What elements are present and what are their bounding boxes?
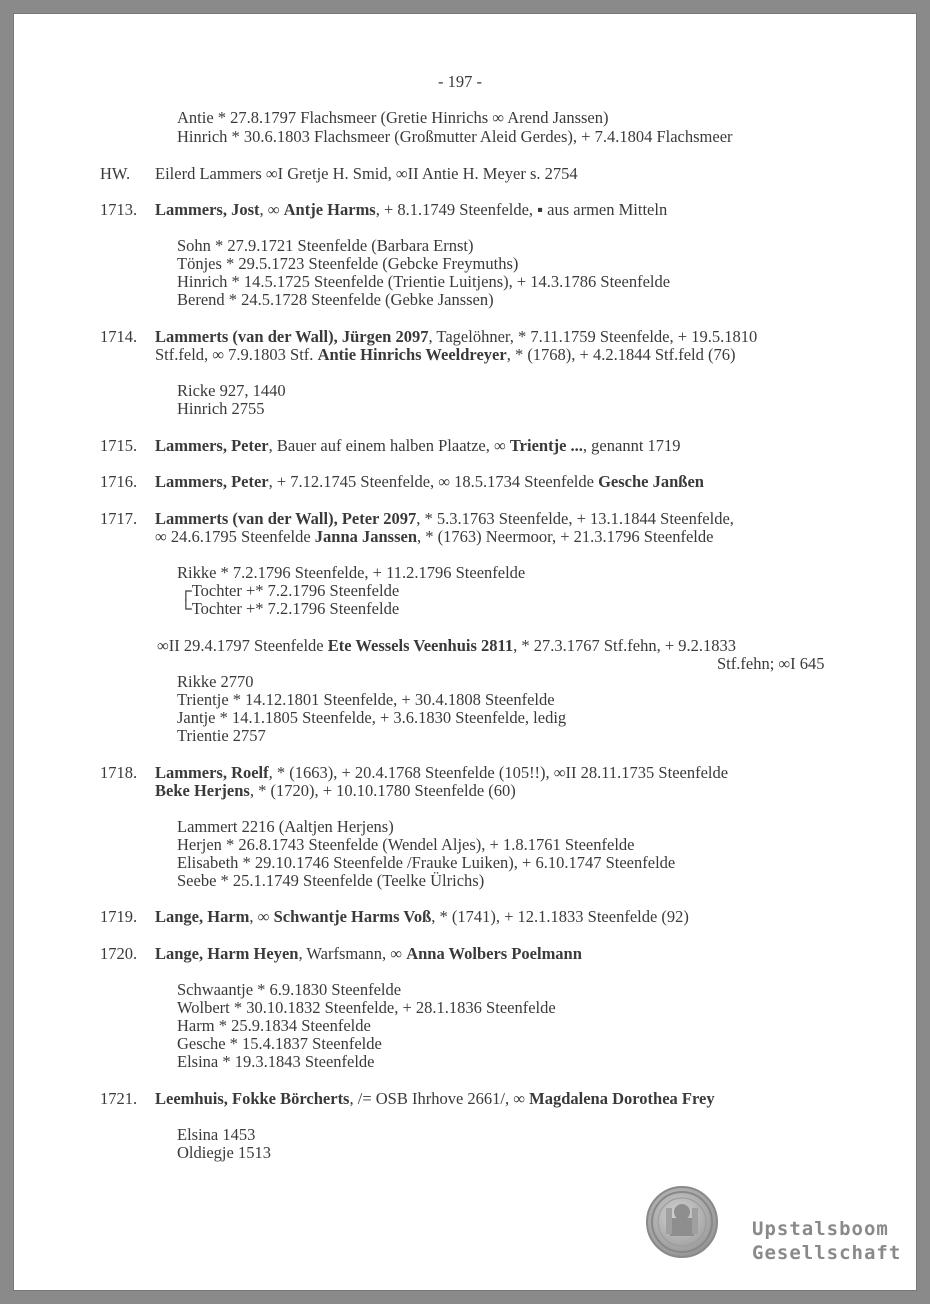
entry-detail: , /= OSB Ihrhove 2661/, ∞ — [349, 1089, 530, 1108]
entry-detail: , * (1663), + 20.4.1768 Steenfelde (105!!), ∞II 28.11.1735 Steenfelde — [268, 763, 729, 782]
person-name: Lammers, Jost — [155, 200, 260, 219]
entry-number: HW. — [100, 164, 131, 183]
entry-number: 1715. — [100, 436, 138, 455]
spouse-name: Anna Wolbers Poelmann — [406, 944, 582, 963]
child-line: Rikke * 7.2.1796 Steenfelde, + 11.2.1796 Steenfelde — [177, 563, 526, 582]
entry-detail: , Warfsmann, ∞ — [298, 944, 407, 963]
entry-text: Eilerd Lammers ∞I Gretje H. Smid, ∞II Antie H. Meyer s. 2754 — [155, 164, 578, 183]
entry-detail: , ∞ — [259, 200, 284, 219]
entry-number: 1713. — [100, 200, 138, 219]
entry-text — [155, 908, 689, 926]
entry-text — [155, 764, 728, 782]
entry-text — [155, 437, 681, 455]
child-line: Elisabeth * 29.10.1746 Steenfelde /Frauke Luiken), + 6.10.1747 Steenfelde — [177, 853, 676, 872]
logo-text-line1: Upstalsboom — [752, 1218, 889, 1240]
entry-detail: , + 8.1.1749 Steenfelde, ▪ aus armen Mitteln — [375, 200, 668, 219]
child-line: Gesche * 15.4.1837 Steenfelde — [177, 1034, 382, 1053]
entry-detail: , * (1720), + 10.10.1780 Steenfelde (60) — [249, 781, 516, 800]
entry-detail: , * (1763) Neermoor, + 21.3.1796 Steenfelde — [417, 527, 714, 546]
child-line: Berend * 24.5.1728 Steenfelde (Gebke Janssen) — [177, 290, 494, 309]
child-line: Hinrich * 30.6.1803 Flachsmeer (Großmutter Aleid Gerdes), + 7.4.1804 Flachsmeer — [177, 127, 733, 146]
entry-text — [155, 201, 667, 219]
marriage-line — [157, 637, 736, 655]
marriage-line: Stf.fehn; ∞I 645 — [717, 654, 825, 673]
entry-detail: Stf.feld, ∞ 7.9.1803 Stf. — [155, 345, 318, 364]
child-line: ┌Tochter +* 7.2.1796 Steenfelde — [180, 581, 400, 600]
person-name: Lange, Harm — [155, 907, 250, 926]
entry-detail: , * (1768), + 4.2.1844 Stf.feld (76) — [506, 345, 736, 364]
spouse-name: Schwantje Harms Voß — [273, 907, 432, 926]
child-line: Seebe * 25.1.1749 Steenfelde (Teelke Ülrichs) — [177, 871, 485, 890]
child-line: Ricke 927, 1440 — [177, 381, 286, 400]
entry-number: 1717. — [100, 509, 138, 528]
child-line: Lammert 2216 (Aaltjen Herjens) — [177, 817, 394, 836]
entry-detail: , ∞ — [249, 907, 274, 926]
entry-number: 1718. — [100, 763, 138, 782]
person-name: Lammers, Peter — [155, 472, 269, 491]
entry-text — [155, 473, 704, 491]
entry-detail: , * 27.3.1767 Stf.fehn, + 9.2.1833 — [513, 636, 737, 655]
child-line: Herjen * 26.8.1743 Steenfelde (Wendel Aljes), + 1.8.1761 Steenfelde — [177, 835, 635, 854]
entry-text — [155, 346, 736, 364]
entry-text — [155, 945, 582, 963]
child-line: Elsina 1453 — [177, 1125, 256, 1144]
person-name: Lammerts (van der Wall), Jürgen 2097 — [155, 327, 429, 346]
entry-text — [155, 528, 713, 546]
entry-detail: , Tagelöhner, * 7.11.1759 Steenfelde, + 19.5.1810 — [428, 327, 758, 346]
spouse-name: Antie Hinrichs Weeldreyer — [317, 345, 507, 364]
entry-number: 1719. — [100, 907, 138, 926]
spouse-name: Trientje ... — [509, 436, 583, 455]
child-line: Hinrich 2755 — [177, 399, 265, 418]
child-line: Schwaantje * 6.9.1830 Steenfelde — [177, 980, 402, 999]
spouse-name: Antje Harms — [283, 200, 376, 219]
person-name: Leemhuis, Fokke Börcherts — [155, 1089, 350, 1108]
entry-detail: , * 5.3.1763 Steenfelde, + 13.1.1844 Steenfelde, — [416, 509, 734, 528]
spouse-name: Janna Janssen — [314, 527, 418, 546]
child-line: Wolbert * 30.10.1832 Steenfelde, + 28.1.1836 Steenfelde — [177, 998, 556, 1017]
page-number: - 197 - — [438, 72, 482, 91]
entry-detail: ∞II 29.4.1797 Steenfelde — [157, 636, 328, 655]
spouse-name: Magdalena Dorothea Frey — [529, 1089, 715, 1108]
spouse-name: Gesche Janßen — [598, 472, 704, 491]
entry-text — [155, 782, 516, 800]
entry-text — [155, 1090, 715, 1108]
entry-number: 1716. — [100, 472, 138, 491]
spouse-name: Ete Wessels Veenhuis 2811 — [327, 636, 514, 655]
child-line: Sohn * 27.9.1721 Steenfelde (Barbara Ernst) — [177, 236, 474, 255]
child-line: Trientje * 14.12.1801 Steenfelde, + 30.4.1808 Steenfelde — [177, 690, 555, 709]
entry-number: 1720. — [100, 944, 138, 963]
entry-detail: ∞ 24.6.1795 Steenfelde — [155, 527, 315, 546]
child-line: Jantje * 14.1.1805 Steenfelde, + 3.6.1830 Steenfelde, ledig — [177, 708, 567, 727]
child-line: Hinrich * 14.5.1725 Steenfelde (Trientie Luitjens), + 14.3.1786 Steenfelde — [177, 272, 671, 291]
person-name: Lange, Harm Heyen — [155, 944, 299, 963]
entry-text — [155, 510, 734, 528]
seal-logo-icon — [646, 1186, 718, 1258]
child-line: └Tochter +* 7.2.1796 Steenfelde — [180, 599, 400, 618]
logo-text-line2: Gesellschaft — [752, 1242, 902, 1264]
child-line: Harm * 25.9.1834 Steenfelde — [177, 1016, 371, 1035]
entry-number: 1721. — [100, 1089, 138, 1108]
child-line: Tönjes * 29.5.1723 Steenfelde (Gebcke Freymuths) — [177, 254, 519, 273]
child-line: Antie * 27.8.1797 Flachsmeer (Gretie Hinrichs ∞ Arend Janssen) — [177, 108, 609, 127]
entry-detail: , genannt 1719 — [582, 436, 681, 455]
person-name: Lammerts (van der Wall), Peter 2097 — [155, 509, 417, 528]
spouse-name: Beke Herjens — [155, 781, 250, 800]
entry-text — [155, 328, 757, 346]
child-line: Trientie 2757 — [177, 726, 266, 745]
child-line: Oldiegje 1513 — [177, 1143, 271, 1162]
person-name: Lammers, Roelf — [155, 763, 269, 782]
entry-detail: , * (1741), + 12.1.1833 Steenfelde (92) — [431, 907, 689, 926]
entry-detail: , + 7.12.1745 Steenfelde, ∞ 18.5.1734 Steenfelde — [268, 472, 599, 491]
child-line: Rikke 2770 — [177, 672, 254, 691]
child-line: Elsina * 19.3.1843 Steenfelde — [177, 1052, 375, 1071]
entry-number: 1714. — [100, 327, 138, 346]
entry-detail: , Bauer auf einem halben Plaatze, ∞ — [268, 436, 510, 455]
person-name: Lammers, Peter — [155, 436, 269, 455]
